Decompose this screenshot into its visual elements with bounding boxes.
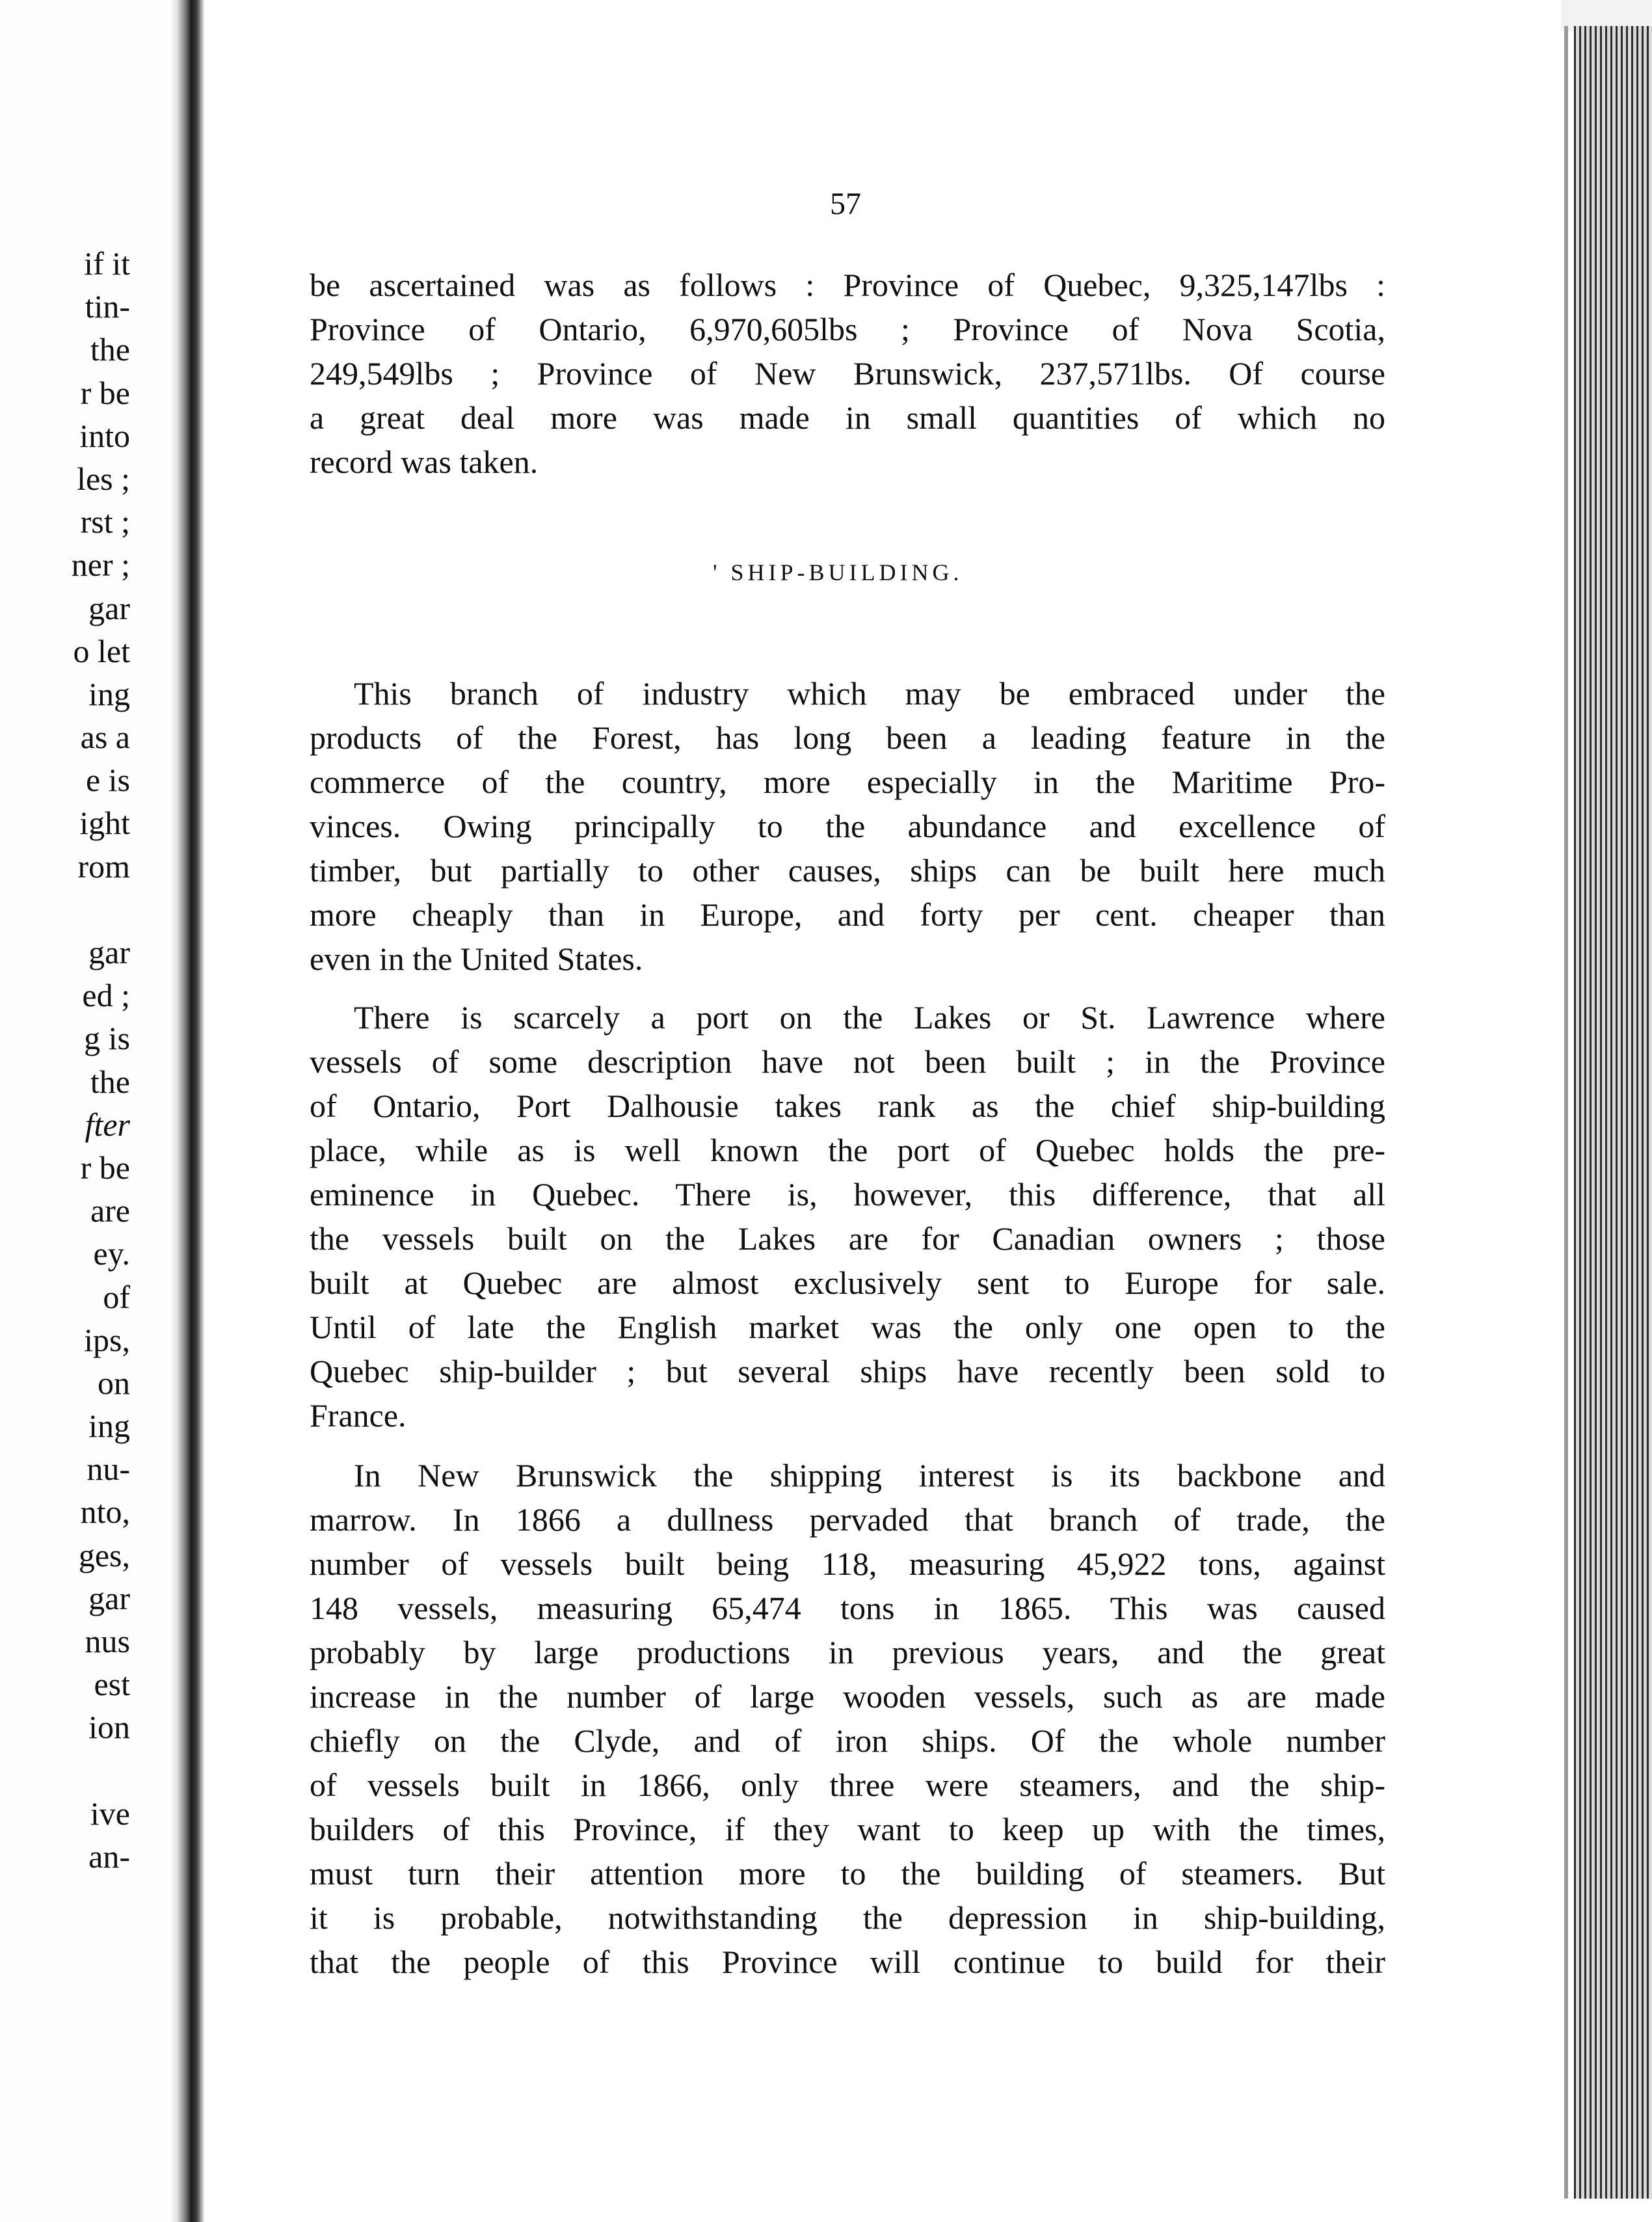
text-line: it is probable, notwithstanding the depression in ship-building,: [310, 1899, 1385, 1936]
fragment-line: ges,: [78, 1536, 130, 1573]
fragment-line: e is: [85, 762, 130, 799]
text-line: probably by large productions in previous years, and the great: [310, 1634, 1385, 1670]
fragment-line: [0, 1749, 130, 1792]
page-57: [310, 0, 1385, 2222]
fragment-line: gar: [88, 589, 130, 626]
text-line: In New Brunswick the shipping interest is its backbone and: [354, 1457, 1385, 1493]
text-line: commerce of the country, more especially in the Maritime Pro-: [310, 764, 1385, 800]
fragment-line: ion: [88, 1709, 130, 1746]
fragment-line: an-: [88, 1838, 130, 1875]
previous-page-text-fragments: [0, 242, 130, 1878]
text-line: France.: [310, 1397, 406, 1434]
fragment-line: g is: [84, 1020, 130, 1057]
fragment-line: ive: [90, 1795, 130, 1832]
text-line: the vessels built on the Lakes are for Canadian owners ; those: [310, 1220, 1385, 1257]
text-line: marrow. In 1866 a dullness pervaded that branch of trade, the: [310, 1501, 1385, 1538]
fragment-line: ips,: [84, 1321, 130, 1358]
fragment-line: ey.: [93, 1235, 130, 1272]
fragment-line: nus: [85, 1623, 130, 1659]
previous-page-edge: [0, 0, 190, 2222]
text-line: 249,549lbs ; Province of New Brunswick, 237,571lbs. Of course: [310, 355, 1385, 392]
text-line: 148 vessels, measuring 65,474 tons in 1865. This was caused: [310, 1590, 1385, 1626]
fragment-line: gar: [88, 934, 130, 970]
fragment-line: on: [98, 1364, 130, 1401]
text-line: builders of this Province, if they want to keep up with the times,: [310, 1811, 1385, 1847]
fragment-line: into: [79, 417, 130, 454]
section-heading: ' SHIP-BUILDING.: [713, 559, 963, 585]
fragment-line: [0, 888, 130, 931]
fragment-line: r be: [80, 1149, 130, 1186]
text-line: There is scarcely a port on the Lakes or St. Lawrence where: [354, 999, 1385, 1036]
fragment-line: ed ;: [82, 977, 130, 1014]
text-line: more cheaply than in Europe, and forty per cent. cheaper than: [310, 896, 1385, 933]
page-number: 57: [830, 187, 861, 221]
fragment-line: tin-: [85, 288, 130, 325]
text-line: place, while as is well known the port of Quebec holds the pre-: [310, 1132, 1385, 1168]
fragment-line: fter: [85, 1106, 130, 1143]
text-line: be ascertained was as follows : Province of Quebec, 9,325,147lbs :: [310, 267, 1385, 303]
fragment-line: are: [90, 1192, 130, 1229]
text-line: built at Quebec are almost exclusively sent to Europe for sale.: [310, 1265, 1385, 1301]
fragment-line: rom: [77, 848, 130, 885]
fragment-line: r be: [80, 374, 130, 411]
text-line: even in the United States.: [310, 941, 643, 977]
text-line: timber, but partially to other causes, ships can be built here much: [310, 852, 1385, 889]
text-line: products of the Forest, has long been a leading feature in the: [310, 719, 1385, 756]
text-line: of Ontario, Port Dalhousie takes rank as the chief ship-building: [310, 1088, 1385, 1124]
book-binding: [176, 0, 204, 2222]
fragment-line: o let: [73, 632, 130, 669]
fragment-line: ight: [79, 805, 130, 842]
fragment-line: the: [90, 1063, 130, 1100]
fragment-line: if it: [84, 245, 130, 282]
fragment-line: ing: [88, 675, 130, 712]
fragment-line: nu-: [87, 1451, 130, 1488]
text-line: eminence in Quebec. There is, however, this difference, that all: [310, 1176, 1385, 1212]
page-right-border: [1564, 26, 1568, 2199]
text-line: vinces. Owing principally to the abundance and excellence of: [310, 808, 1385, 844]
text-line: record was taken.: [310, 444, 539, 480]
fragment-line: les ;: [77, 460, 130, 497]
fragment-line: ing: [88, 1408, 130, 1445]
fragment-line: ner ;: [71, 546, 130, 583]
page-block-edges: [1574, 26, 1652, 2199]
text-line: must turn their attention more to the building of steamers. But: [310, 1855, 1385, 1892]
text-line: of vessels built in 1866, only three were steamers, and the ship-: [310, 1767, 1385, 1803]
fragment-line: est: [94, 1666, 130, 1703]
fragment-line: rst ;: [80, 503, 130, 541]
text-line: Province of Ontario, 6,970,605lbs ; Province of Nova Scotia,: [310, 311, 1385, 347]
text-line: Quebec ship-builder ; but several ships have recently been sold to: [310, 1353, 1385, 1389]
text-line: Until of late the English market was the only one open to the: [310, 1309, 1385, 1345]
fragment-line: as a: [80, 719, 130, 756]
text-line: a great deal more was made in small quantities of which no: [310, 399, 1385, 436]
fragment-line: of: [103, 1278, 130, 1315]
fragment-line: the: [90, 331, 130, 368]
text-line: increase in the number of large wooden vessels, such as are made: [310, 1678, 1385, 1715]
text-line: number of vessels built being 118, measuring 45,922 tons, against: [310, 1546, 1385, 1582]
fragment-line: nto,: [80, 1493, 130, 1531]
text-line: This branch of industry which may be embraced under the: [354, 675, 1385, 712]
text-line: chiefly on the Clyde, and of iron ships. Of the whole number: [310, 1722, 1385, 1759]
text-line: that the people of this Province will continue to build for their: [310, 1944, 1385, 1980]
fragment-line: gar: [88, 1579, 130, 1616]
text-line: vessels of some description have not been built ; in the Province: [310, 1043, 1385, 1080]
